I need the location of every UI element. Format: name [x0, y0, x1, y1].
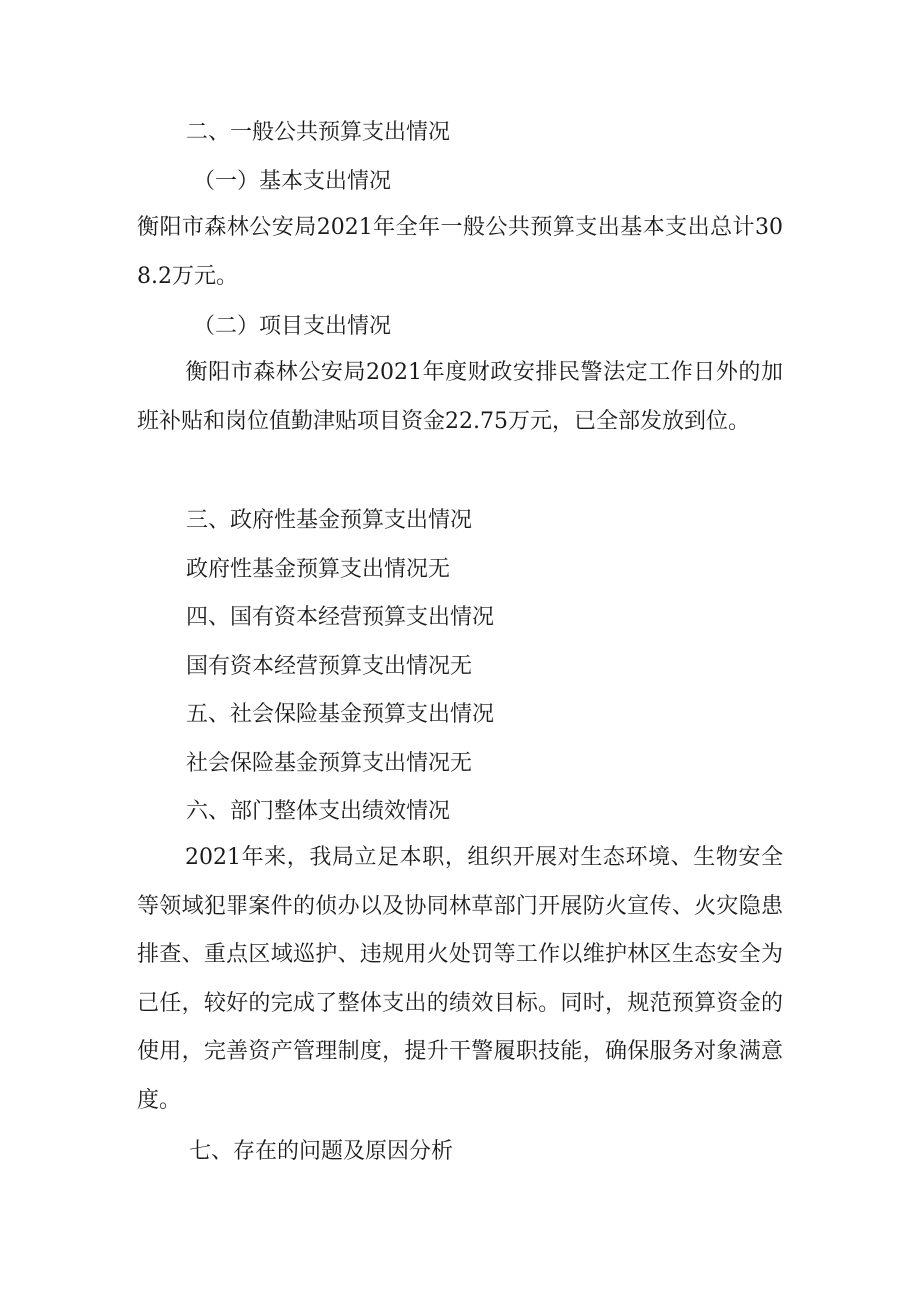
section-heading-government-fund: 三、政府性基金预算支出情况: [186, 508, 473, 533]
paragraph-text: 衡阳市森林公安局2021年度财政安排民警法定工作日外的加班补贴和岗位值勤津贴项目资金22.75万元，已全部发放到位。: [137, 360, 783, 434]
paragraph-text: 2021年来，我局立足本职，组织开展对生态环境、生物安全等领域犯罪案件的侦办以及协同林草部门开展防火宣传、火灾隐患排查、重点区域巡护、违规用火处罚等工作以维护林区生态安全为己任，较好的完成了整体支出的绩效目标。同时，规范预算资金的使用，完善资产管理制度，提升干警履职技能，确保服务对象满意度。: [137, 845, 783, 1113]
paragraph-performance: [137, 834, 783, 1125]
section-heading-problems: 七、存在的问题及原因分析: [189, 1139, 454, 1164]
section-heading-social-insurance: 五、社会保险基金预算支出情况: [186, 702, 495, 727]
subsection-heading-project-expenditure: （二）项目支出情况: [193, 314, 392, 339]
paragraph-project-expenditure: [137, 349, 783, 446]
paragraph-state-capital: 国有资本经营预算支出情况无: [186, 654, 473, 679]
paragraph-text: 衡阳市森林公安局2021年全年一般公共预算支出基本支出总计308.2万元。: [137, 215, 783, 289]
subsection-heading-basic-expenditure: （一）基本支出情况: [193, 169, 392, 194]
paragraph-social-insurance: 社会保险基金预算支出情况无: [186, 751, 473, 776]
section-heading-general-budget: 二、一般公共预算支出情况: [186, 120, 451, 145]
section-heading-performance: 六、部门整体支出绩效情况: [186, 799, 451, 824]
section-heading-state-capital: 四、国有资本经营预算支出情况: [186, 605, 495, 630]
paragraph-government-fund: 政府性基金预算支出情况无: [186, 557, 451, 582]
paragraph-basic-expenditure: [137, 204, 783, 301]
